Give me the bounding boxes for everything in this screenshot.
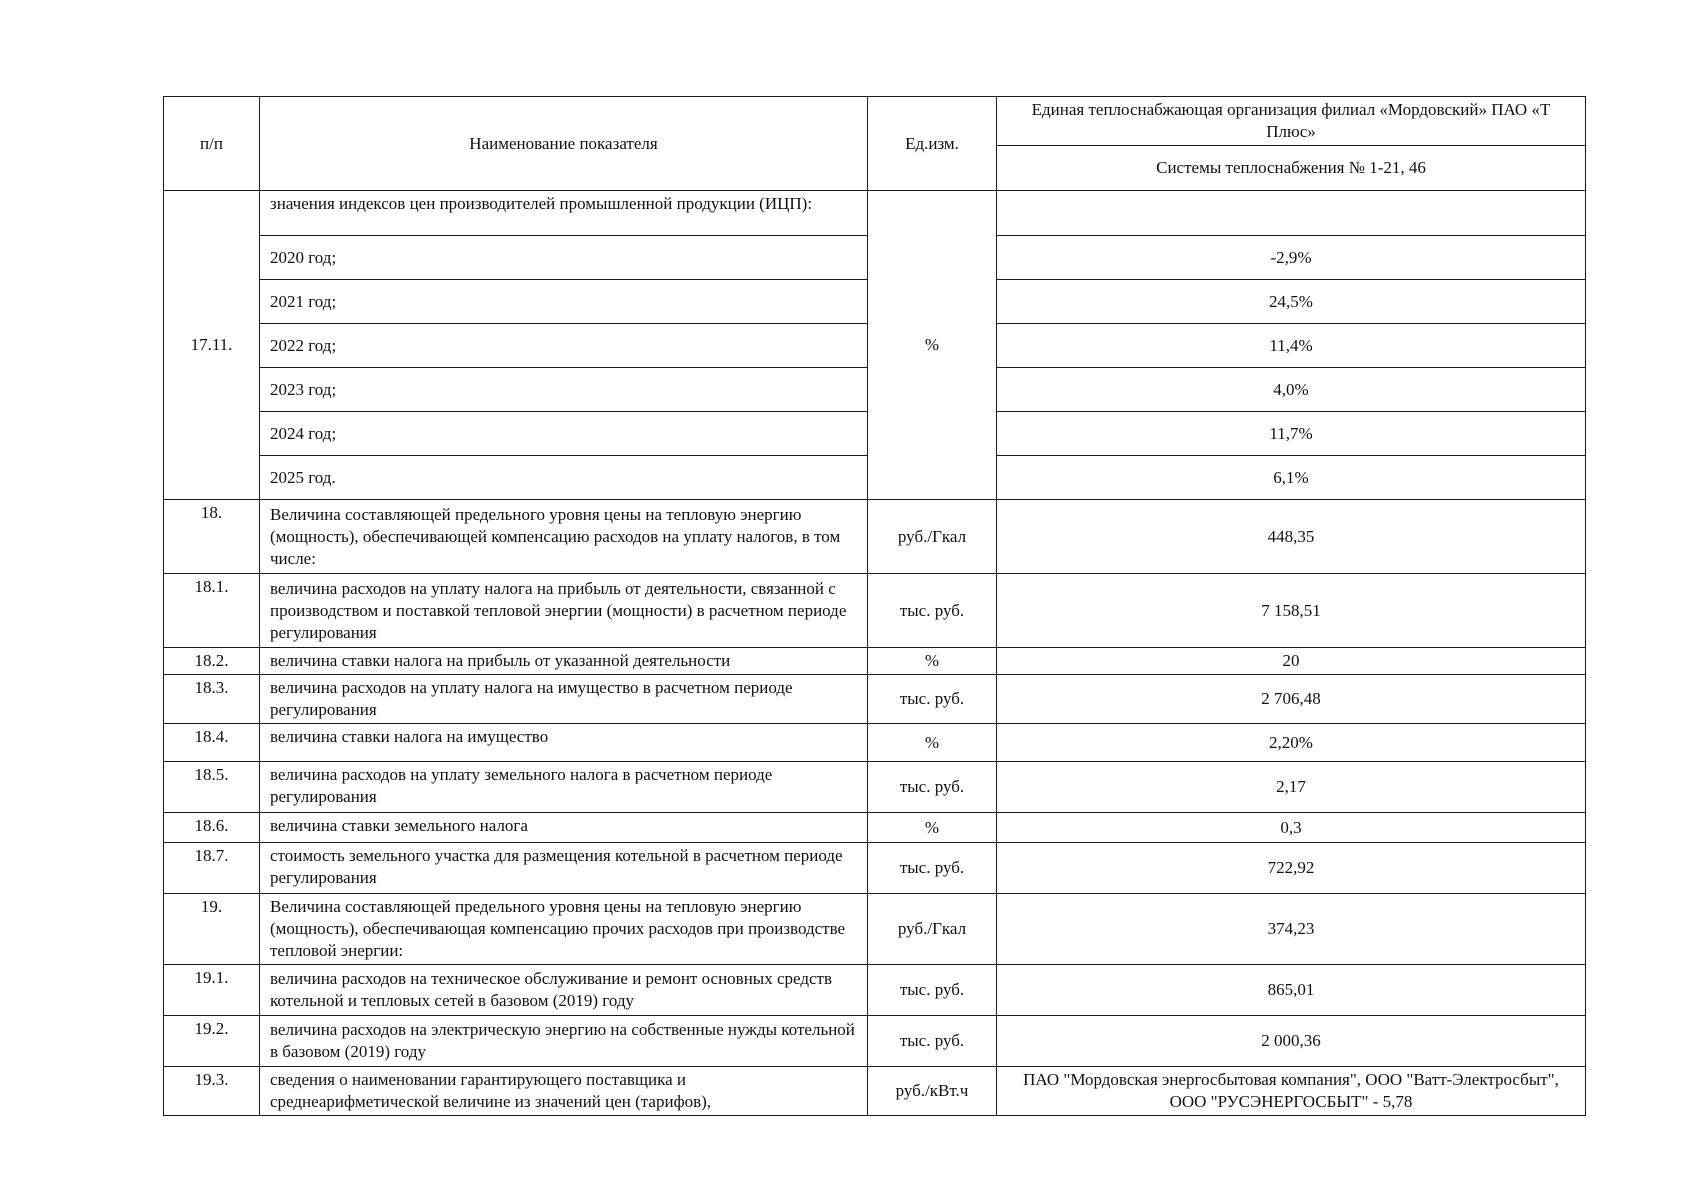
row-value: 2 000,36 [997,1016,1586,1067]
row-value: 374,23 [997,894,1586,965]
row-number: 17.11. [164,191,260,500]
row-value: 2,17 [997,762,1586,813]
year-value: 11,7% [997,412,1586,456]
row-value: 2,20% [997,724,1586,762]
indicators-table [163,96,1586,1116]
row-label: величина ставки земельного налога [260,813,868,843]
row-number: 19.3. [164,1067,260,1116]
row-unit: % [868,191,997,500]
table-row [164,762,1586,813]
row-number: 18.2. [164,648,260,675]
table-row [164,648,1586,675]
year-value: -2,9% [997,236,1586,280]
row-label: значения индексов цен производителей промышленной продукции (ИЦП): [260,191,868,236]
row-label: сведения о наименовании гарантирующего поставщика и среднеарифметической величине из значений цен (тарифов), [260,1067,868,1116]
row-number: 19.2. [164,1016,260,1067]
row-number: 19.1. [164,965,260,1016]
table-row [164,965,1586,1016]
header-name: Наименование показателя [260,97,868,191]
row-number: 19. [164,894,260,965]
row-label: стоимость земельного участка для размещения котельной в расчетном периоде регулирования [260,843,868,894]
row-number: 18.4. [164,724,260,762]
row-number: 18.3. [164,675,260,724]
year-label: 2022 год; [260,324,868,368]
year-label: 2024 год; [260,412,868,456]
table-row [164,1016,1586,1067]
row-value: 448,35 [997,500,1586,574]
row-label: величина ставки налога на имущество [260,724,868,762]
row-label: Величина составляющей предельного уровня цены на тепловую энергию (мощность), обеспечивающей компенсацию расходов на уплату налогов, в том числе: [260,500,868,574]
year-value: 11,4% [997,324,1586,368]
year-value: 24,5% [997,280,1586,324]
header-num: п/п [164,97,260,191]
row-label: величина расходов на уплату земельного налога в расчетном периоде регулирования [260,762,868,813]
row-number: 18.7. [164,843,260,894]
row-label: величина расходов на уплату налога на имущество в расчетном периоде регулирования [260,675,868,724]
row-number: 18. [164,500,260,574]
year-value: 4,0% [997,368,1586,412]
row-value: 20 [997,648,1586,675]
row-unit: тыс. руб. [868,574,997,648]
row-value: 865,01 [997,965,1586,1016]
row-unit: тыс. руб. [868,965,997,1016]
row-number: 18.5. [164,762,260,813]
row-label: величина расходов на электрическую энергию на собственные нужды котельной в базовом (2019) году [260,1016,868,1067]
row-value: 0,3 [997,813,1586,843]
table-row [164,843,1586,894]
table-row [164,813,1586,843]
year-label: 2020 год; [260,236,868,280]
table-row [164,500,1586,574]
row-unit: руб./Гкал [868,500,997,574]
year-label: 2023 год; [260,368,868,412]
year-value: 6,1% [997,456,1586,500]
row-number: 18.6. [164,813,260,843]
header-org: Единая теплоснабжающая организация филиал «Мордовский» ПАО «Т Плюс» [997,97,1586,146]
row-unit: % [868,724,997,762]
header-systems: Системы теплоснабжения № 1-21, 46 [997,146,1586,191]
header-row [164,97,1586,146]
year-label: 2021 год; [260,280,868,324]
table-row [164,1067,1586,1116]
year-label: 2025 год. [260,456,868,500]
row-value: 7 158,51 [997,574,1586,648]
row-value: 722,92 [997,843,1586,894]
row-number: 18.1. [164,574,260,648]
row-unit: руб./Гкал [868,894,997,965]
row-unit: тыс. руб. [868,762,997,813]
row-unit: тыс. руб. [868,675,997,724]
table-row [164,574,1586,648]
row-unit: тыс. руб. [868,1016,997,1067]
row-value [997,191,1586,236]
row-value: ПАО "Мордовская энергосбытовая компания", ООО "Ватт-Электросбыт", ООО "РУСЭНЕРГОСБЫТ" - 5,78 [997,1067,1586,1116]
header-unit: Ед.изм. [868,97,997,191]
table-row [164,191,1586,236]
row-unit: % [868,813,997,843]
table-row [164,894,1586,965]
row-label: величина расходов на техническое обслуживание и ремонт основных средств котельной и тепловых сетей в базовом (2019) году [260,965,868,1016]
row-label: величина ставки налога на прибыль от указанной деятельности [260,648,868,675]
row-label: Величина составляющей предельного уровня цены на тепловую энергию (мощность), обеспечивающая компенсацию прочих расходов при производстве тепловой энергии: [260,894,868,965]
row-label: величина расходов на уплату налога на прибыль от деятельности, связанной с производством и поставкой тепловой энергии (мощности) в расчетном периоде регулирования [260,574,868,648]
row-unit: руб./кВт.ч [868,1067,997,1116]
row-value: 2 706,48 [997,675,1586,724]
row-unit: тыс. руб. [868,843,997,894]
table-row [164,675,1586,724]
row-unit: % [868,648,997,675]
table-row [164,724,1586,762]
